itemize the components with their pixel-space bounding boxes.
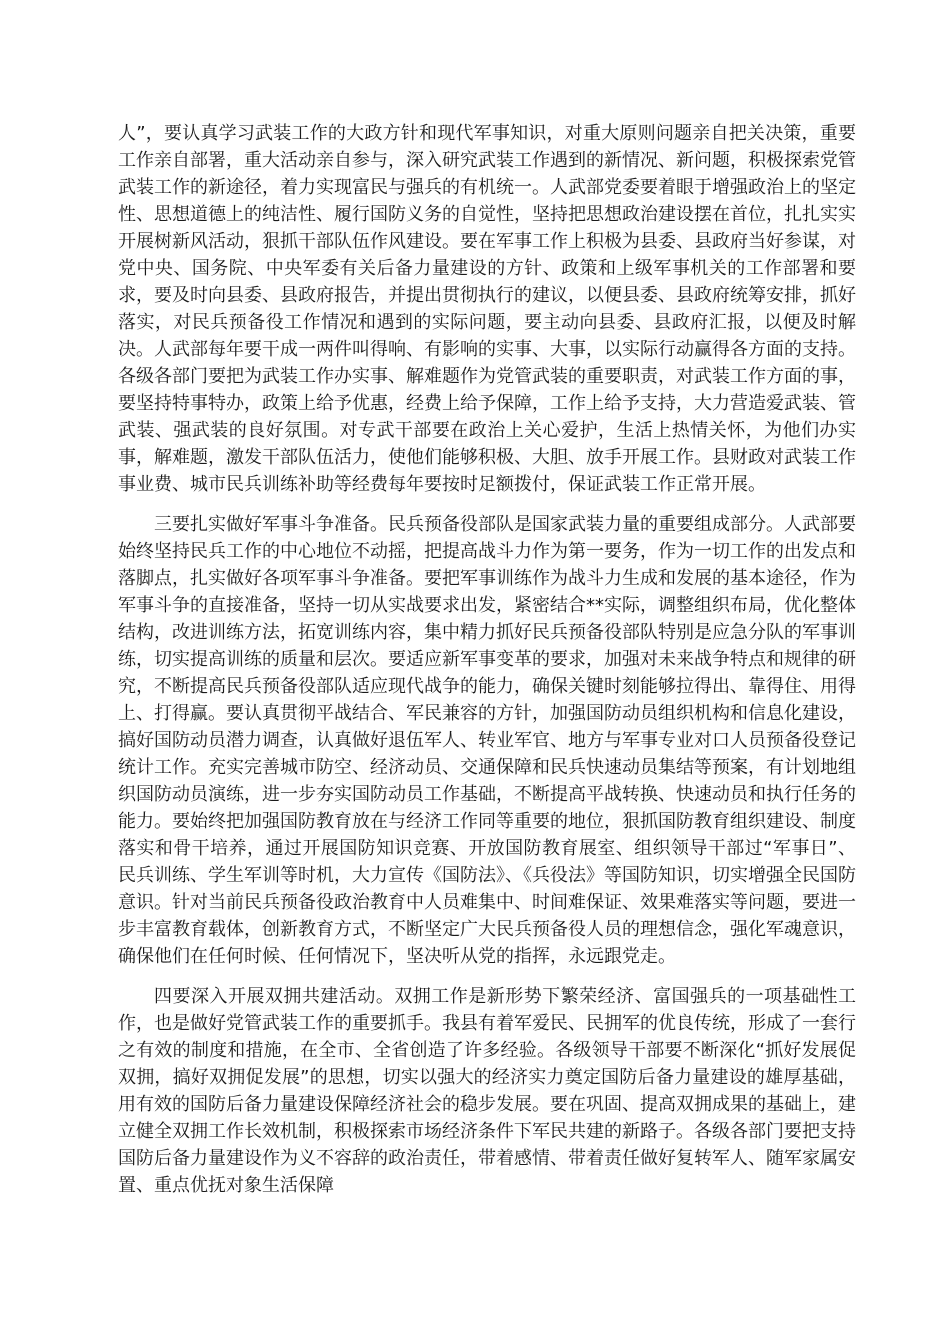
document-page <box>118 120 856 1199</box>
paragraph-military-preparation: 三要扎实做好军事斗争准备。民兵预备役部队是国家武装力量的重要组成部分。人武部要始终坚持民兵工作的中心地位不动摇，把提高战斗力作为第一要务，作为一切工作的出发点和落脚点，扎实做好各项军事斗争准备。要把军事训练作为战斗力生成和发展的基本途径，作为军事斗争的直接准备，坚持一切从实战要求出发，紧密结合**实际，调整组织布局，优化整体结构，改进训练方法，拓宽训练内容，集中精力抓好民兵预备役部队特别是应急分队的军事训练，切实提高训练的质量和层次。要适应新军事变革的要求，加强对未来战争特点和规律的研究，不断提高民兵预备役部队适应现代战争的能力，确保关键时刻能够拉得出、靠得住、用得上、打得赢。要认真贯彻平战结合、军民兼容的方针，加强国防动员组织机构和信息化建设，搞好国防动员潜力调查，认真做好退伍军人、转业军官、地方与军事专业对口人员预备役登记统计工作。充实完善城市防空、经济动员、交通保障和民兵快速动员集结等预案，有计划地组织国防动员演练，进一步夯实国防动员工作基础，不断提高平战转换、快速动员和执行任务的能力。要始终把加强国防教育放在与经济工作同等重要的地位，狠抓国防教育组织建设、制度落实和骨干培养，通过开展国防知识竞赛、开放国防教育展室、组织领导干部过“军事日”、民兵训练、学生军训等时机，大力宣传《国防法》、《兵役法》等国防知识，切实增强全民国防意识。针对当前民兵预备役政治教育中人员难集中、时间难保证、效果难落实等问题，要进一步丰富教育载体，创新教育方式，不断坚定广大民兵预备役人员的理想信念，强化军魂意识，确保他们在任何时候、任何情况下，坚决听从党的指挥，永远跟党走。 <box>118 514 856 967</box>
paragraph-continuation: 人”，要认真学习武装工作的大政方针和现代军事知识，对重大原则问题亲自把关决策，重要工作亲自部署，重大活动亲自参与，深入研究武装工作遇到的新情况、新问题，积极探索党管武装工作的新途径，着力实现富民与强兵的有机统一。人武部党委要着眼于增强政治上的坚定性、思想道德上的纯洁性、履行国防义务的自觉性，坚持把思想政治建设摆在首位，扎扎实实开展树新风活动，狠抓干部队伍作风建设。要在军事工作上积极为县委、县政府当好参谋，对党中央、国务院、中央军委有关后备力量建设的方针、政策和上级军事机关的工作部署和要求，要及时向县委、县政府报告，并提出贯彻执行的建议，以便县委、县政府统筹安排，抓好落实，对民兵预备役工作情况和遇到的实际问题，要主动向县委、县政府汇报，以便及时解决。人武部每年要干成一两件叫得响、有影响的实事、大事，以实际行动赢得各方面的支持。各级各部门要把为武装工作办实事、解难题作为党管武装的重要职责，对武装工作方面的事，要坚持特事特办，政策上给予优惠，经费上给予保障，工作上给予支持，大力营造爱武装、管武装、强武装的良好氛围。对专武干部要在政治上关心爱护，生活上热情关怀，为他们办实事，解难题，激发干部队伍活力，使他们能够积极、大胆、放手开展工作。县财政对武装工作事业费、城市民兵训练补助等经费每年要按时足额拨付，保证武装工作正常开展。 <box>118 123 856 495</box>
paragraph-double-support: 四要深入开展双拥共建活动。双拥工作是新形势下繁荣经济、富国强兵的一项基础性工作，也是做好党管武装工作的重要抓手。我县有着军爱民、民拥军的优良传统，形成了一套行之有效的制度和措施，在全市、全省创造了许多经验。各级领导干部要不断深化“抓好发展促双拥，搞好双拥促发展”的思想，切实以强大的经济实力奠定国防后备力量建设的雄厚基础，用有效的国防后备力量建设保障经济社会的稳步发展。要在巩固、提高双拥成果的基础上，建立健全双拥工作长效机制，积极探索市场经济条件下军民共建的新路子。各级各部门要把支持国防后备力量建设作为义不容辞的政治责任，带着感情、带着责任做好复转军人、随军家属安置、重点优抚对象生活保障 <box>118 986 856 1196</box>
